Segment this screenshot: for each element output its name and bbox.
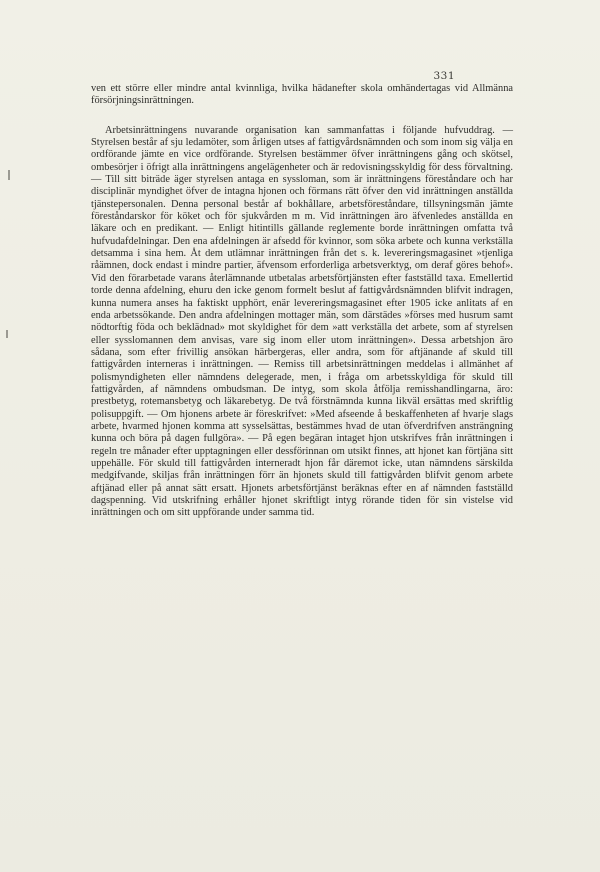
margin-mark-left — [8, 170, 10, 180]
body-text — [91, 83, 513, 520]
paragraph-organisation: Arbetsinrättningens nuvarande organisation kan sammanfattas i följande hufvuddrag. — Styrelsen består af sju ledamöter, som årligen utses af fattigvårdsnämnden och som inom sig välja en ordförande jämte en vice ordförande. Styrelsen bestämmer öfver inrättningens gång och skötsel, ombesörjer i öfrigt alla inrättningens angelägenheter och är redovisningsskyldig för dess förvaltning. — Till sitt biträde äger styrelsen antaga en syssloman, som är inrättningens föreståndare och har disciplinär myndighet öfver de intagna hjonen och förmans rätt öfver den vid inrättningen anställda tjänstepersonalen. Denna personal består af bokhållare, arbetsföreståndare, tillsyningsmän jämte föreståndarskor för köket och för sjukvården m m. Vid inrättningen äro äfvenledes anställda en läkare och en predikant. — Enligt hitintills gällande reglemente borde inrättningen omfatta två hufvudafdelningar. Den ena afdelningen är afsedd för kvinnor, som söka arbete och kunna verkställa detsamma i sina hem. Åt dem utlämnar inrättningen från det s. k. levereringsmagasinet »tjenliga råämnen, dock endast i mindre partier, äfvensom erforderliga arbetsverktyg, om deraf göres behof». Vid den förarbetade varans återlämnande utbetalas arbetsförtjänsten efter fastställd taxa. Emellertid torde denna afdelning, ehuru den icke genom formelt beslut af fattigvårdsnämnden blifvit indragen, kunna numera anses ha faktiskt upphört, enär levereringsmagasinet efter 1905 icke anlitats af en enda arbetssökande. Den andra afdelningen mottager män, som därstädes »förses med husrum samt nödtorftig föda och beklädnad» mot skyldighet för dem »att verkställa det arbete, som af styrelsen eller sysslomannen dem anvisas, vare sig inom eller utom inrättningen». Dessa arbetshjon äro sådana, som efter frivillig ansökan härbergeras, eller andra, som för aftjänande af skuld till fattigvården interneras i inrättningen. — Remiss till arbetsinrättningen meddelas i allmänhet af polismyndigheten eller nämndens delegerade, men, i fråga om arbetsskyldiga för skuld till fattigvården, af nämndens ombudsman. De intyg, som skola åtfölja remisshandlingarna, äro: prestbetyg, rotemansbetyg och läkarebetyg. De två förstnämnda kunna likväl ersättas med skriftlig polisuppgift. — Om hjonens arbete är föreskrifvet: »Med afseende å beskaffenheten af hvarje slags arbete, hvarmed hjonen komma att sysselsättas, bestämmes hvad de utan öfverdrifven ansträngning kunna och böra på dagen fullgöra». — På egen begäran intaget hjon utskrifves från inrättningen i regeln tre månader efter upptagningen eller dessförinnan om utsikt finnes, att hjonet kan förtjäna sitt uppehälle. För skuld till fattigvården interneradt hjon får däremot icke, utan nämndens särskilda medgifvande, skiljas från inrättningen förr än hjonets skuld till fattigvården blifvit genom arbete aftjänad eller på annat sätt ersatt. Hjonets arbetsförtjänst beräknas efter en af nämnden fastställd dagspenning. Vid utskrifning erhåller hjonet skriftligt intyg rörande tiden för sin vistelse vid inrättningen och om sitt uppförande under samma tid. — [91, 124, 513, 519]
margin-mark-left — [6, 330, 8, 338]
page-number: 331 — [433, 70, 455, 82]
paragraph-continuation: ven ett större eller mindre antal kvinnliga, hvilka hädanefter skola omhändertagas vid Allmänna försörjningsinrättningen. — [91, 83, 513, 107]
